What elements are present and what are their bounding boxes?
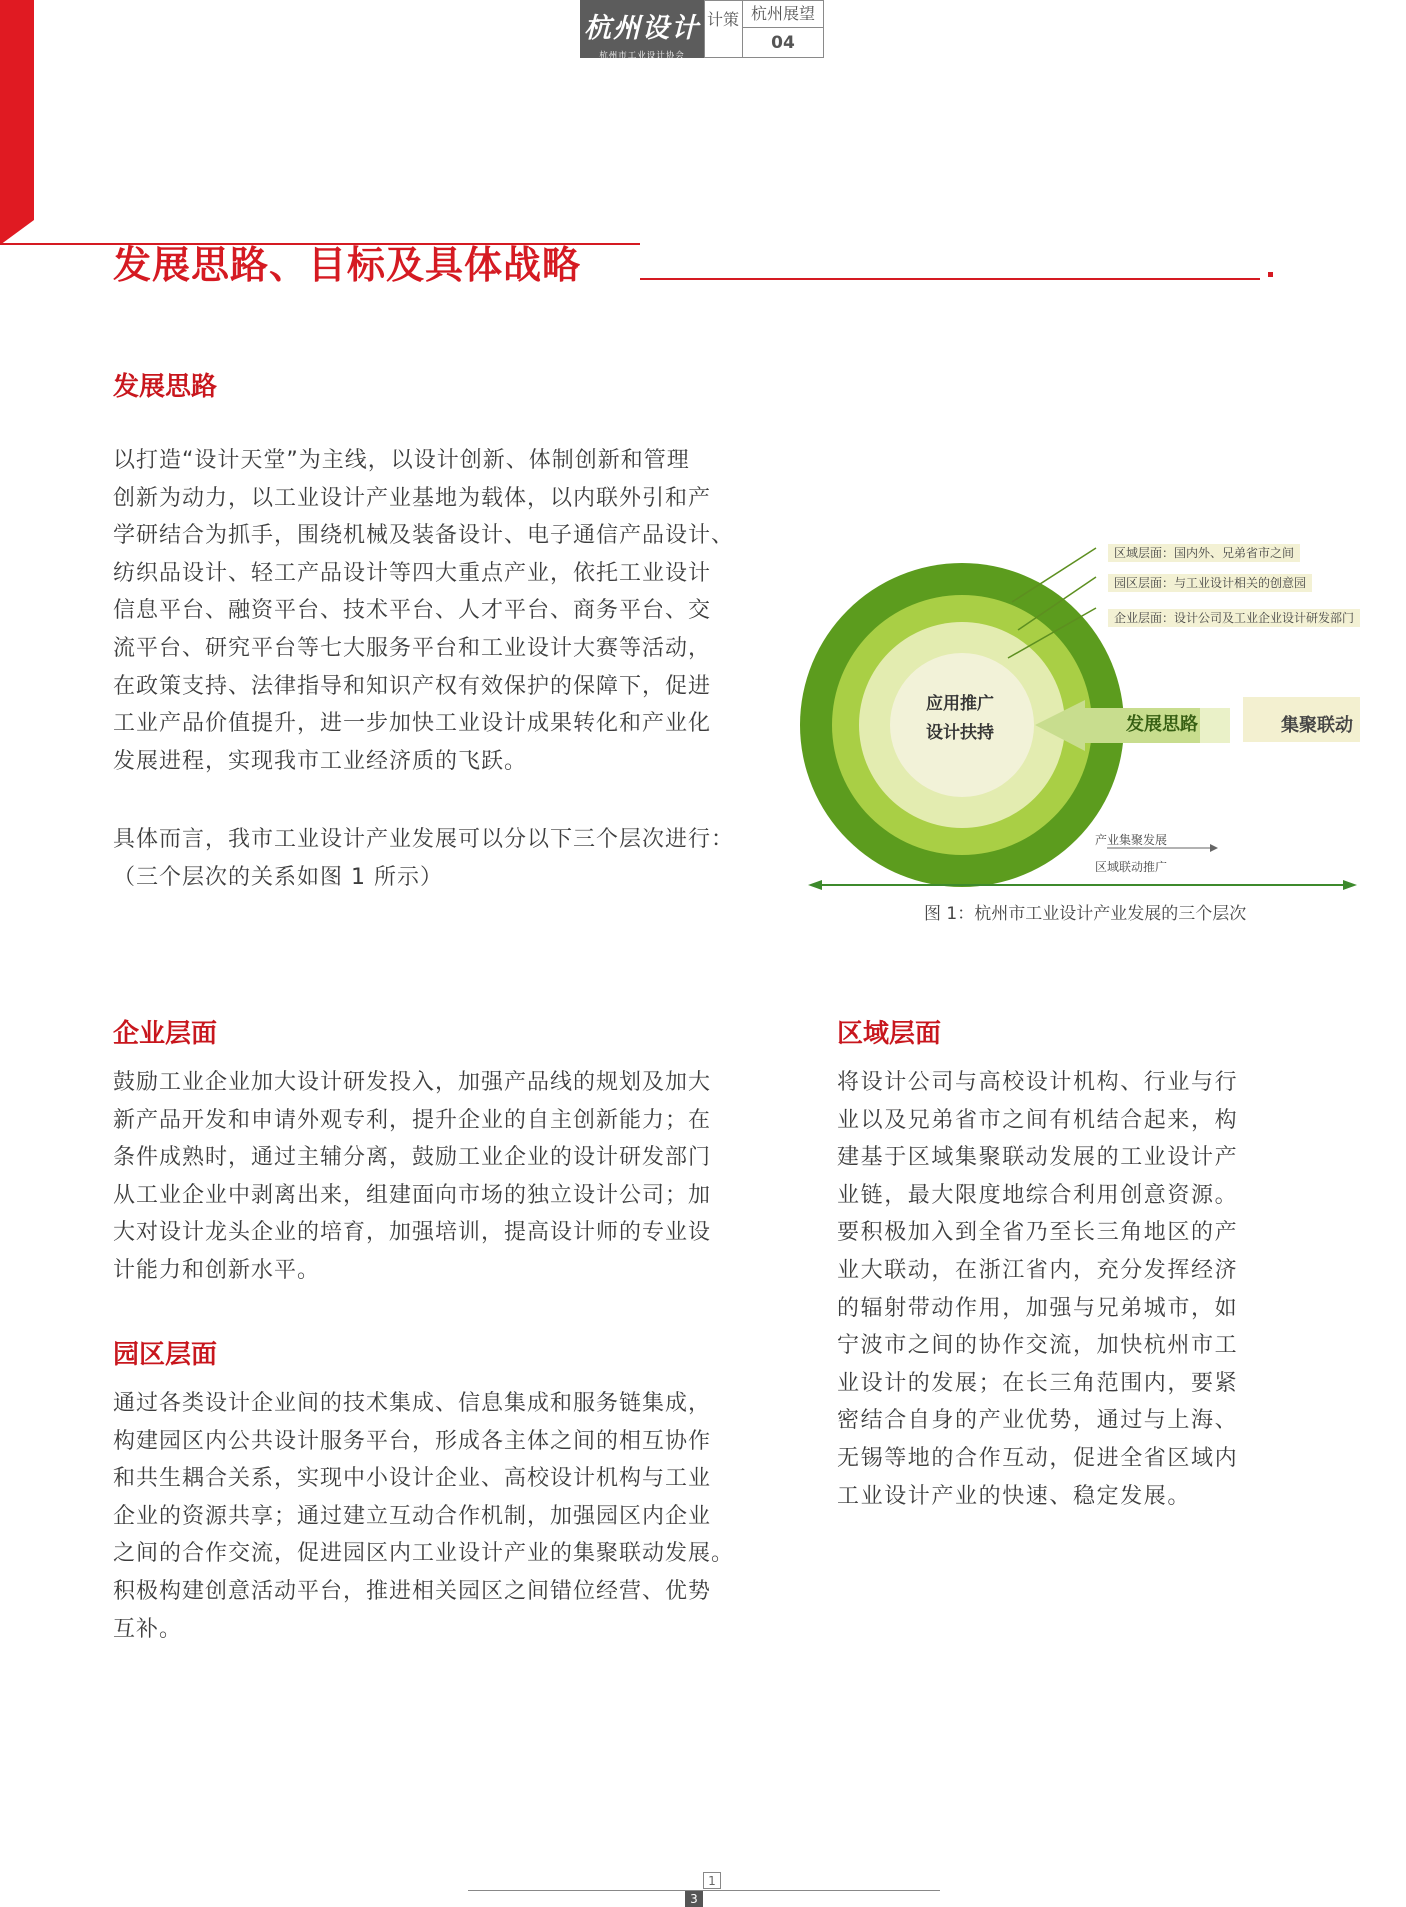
footer-rule	[468, 1890, 940, 1891]
text-line: 的辐射带动作用，加强与兄弟城市，如	[837, 1295, 1239, 1321]
text-line: （三个层次的关系如图 1 所示）	[113, 864, 443, 890]
park-paragraph	[113, 1385, 745, 1648]
label-enterprise-level: 企业层面：设计公司及工业企业设计研发部门	[1108, 609, 1360, 626]
text-line: 具体而言，我市工业设计产业发展可以分以下三个层次进行：	[113, 827, 735, 852]
axis-label-industry: 产业集聚发展	[1095, 833, 1168, 847]
axis-arrowhead-left	[808, 880, 822, 890]
intro-paragraph-2	[113, 821, 753, 896]
text-line: 新产品开发和申请外观专利，提升企业的自主创新能力；在	[113, 1107, 712, 1133]
text-line: 密结合自身的产业优势，通过与上海、	[837, 1408, 1239, 1434]
text-line: 计能力和创新水平。	[113, 1257, 321, 1283]
text-line: 鼓励工业企业加大设计研发投入，加强产品线的规划及加大	[113, 1070, 712, 1095]
park-heading: 园区层面	[113, 1340, 218, 1370]
text-line: 发展进程，实现我市工业经济质的飞跃。	[113, 748, 528, 774]
title-end-dot	[1268, 272, 1273, 277]
arrow-tail	[1200, 708, 1230, 743]
text-line: 从工业企业中剥离出来，组建面向市场的独立设计公司；加	[113, 1182, 712, 1208]
text-line: 以打造“设计天堂”为主线，以设计创新、体制创新和管理	[113, 448, 690, 473]
core-label	[902, 690, 1018, 748]
title-underline	[640, 278, 1260, 280]
text-line: 互补。	[113, 1616, 183, 1642]
text-line: 之间的合作交流，促进园区内工业设计产业的集聚联动发展。	[113, 1541, 735, 1567]
text-line: 纺织品设计、轻工产品设计等四大重点产业，依托工业设计	[113, 560, 712, 586]
text-line: 和共生耦合关系，实现中小设计企业、高校设计机构与工业	[113, 1466, 712, 1492]
column-number: 04	[771, 33, 795, 53]
axis-arrowhead-short	[1210, 844, 1218, 852]
footer-top-number: 1	[703, 1872, 721, 1889]
axis-label-region: 区域联动推广	[1095, 860, 1168, 874]
core-label-line1: 应用推广	[926, 694, 994, 714]
text-line: 建基于区域集聚联动发展的工业设计产	[837, 1145, 1239, 1171]
header-category: 计策	[704, 0, 742, 58]
text-line: 工业设计产业的快速、稳定发展。	[837, 1483, 1192, 1509]
text-line: 学研结合为抓手，围绕机械及装备设计、电子通信产品设计、	[113, 523, 735, 549]
core-label-line2: 设计扶持	[926, 723, 994, 743]
text-line: 创新为动力，以工业设计产业基地为载体，以内联外引和产	[113, 485, 712, 511]
text-line: 在政策支持、法律指导和知识产权有效保护的保障下，促进	[113, 673, 712, 699]
page-number: 3	[685, 1891, 703, 1907]
intro-paragraph	[113, 442, 745, 780]
text-line: 业以及兄弟省市之间有机结合起来，构	[837, 1107, 1239, 1133]
label-region-level: 区域层面：国内外、兄弟省市之间	[1108, 544, 1300, 561]
text-line: 信息平台、融资平台、技术平台、人才平台、商务平台、交	[113, 598, 712, 624]
enterprise-heading: 企业层面	[113, 1019, 218, 1049]
text-line: 企业的资源共享；通过建立互动合作机制，加强园区内企业	[113, 1503, 712, 1529]
text-line: 宁波市之间的协作交流，加快杭州市工	[837, 1333, 1239, 1359]
figure-caption: 图 1：杭州市工业设计产业发展的三个层次	[924, 904, 1247, 924]
cluster-box-label: 集聚联动	[1281, 715, 1353, 736]
axis-arrowhead-right	[1343, 880, 1357, 890]
text-line: 流平台、研究平台等七大服务平台和工业设计大赛等活动，	[113, 635, 712, 661]
text-line: 构建园区内公共设计服务平台，形成各主体之间的相互协作	[113, 1428, 712, 1454]
text-line: 业设计的发展；在长三角范围内，要紧	[837, 1370, 1239, 1396]
text-line: 大对设计龙头企业的培育，加强培训，提高设计师的专业设	[113, 1220, 712, 1246]
label-park-level: 园区层面：与工业设计相关的创意园	[1108, 574, 1312, 591]
column-title: 杭州展望	[743, 1, 823, 28]
text-line: 要积极加入到全省乃至长三角地区的产	[837, 1220, 1239, 1246]
arrow-label: 发展思路	[1126, 714, 1198, 735]
region-heading: 区域层面	[837, 1019, 942, 1049]
header-column	[742, 0, 824, 58]
logo-subtitle: 杭州市工业设计协会	[599, 51, 685, 61]
page-title: 发展思路、目标及具体战略	[113, 243, 582, 287]
text-line: 业链，最大限度地综合利用创意资源。	[837, 1182, 1239, 1208]
red-accent-bar	[0, 0, 34, 245]
text-line: 业大联动，在浙江省内，充分发挥经济	[837, 1257, 1239, 1283]
intro-heading: 发展思路	[113, 372, 218, 402]
text-line: 将设计公司与高校设计机构、行业与行	[837, 1070, 1239, 1095]
region-paragraph	[837, 1064, 1257, 1515]
text-line: 通过各类设计企业间的技术集成、信息集成和服务链集成，	[113, 1391, 712, 1416]
publication-logo	[580, 0, 704, 61]
logo-wordmark: 杭州设计	[584, 13, 700, 44]
text-line: 工业产品价值提升，进一步加快工业设计成果转化和产业化	[113, 711, 712, 737]
text-line: 无锡等地的合作互动，促进全省区域内	[837, 1445, 1239, 1471]
text-line: 条件成熟时，通过主辅分离，鼓励工业企业的设计研发部门	[113, 1145, 712, 1171]
text-line: 积极构建创意活动平台，推进相关园区之间错位经营、优势	[113, 1578, 712, 1604]
enterprise-paragraph	[113, 1064, 745, 1290]
